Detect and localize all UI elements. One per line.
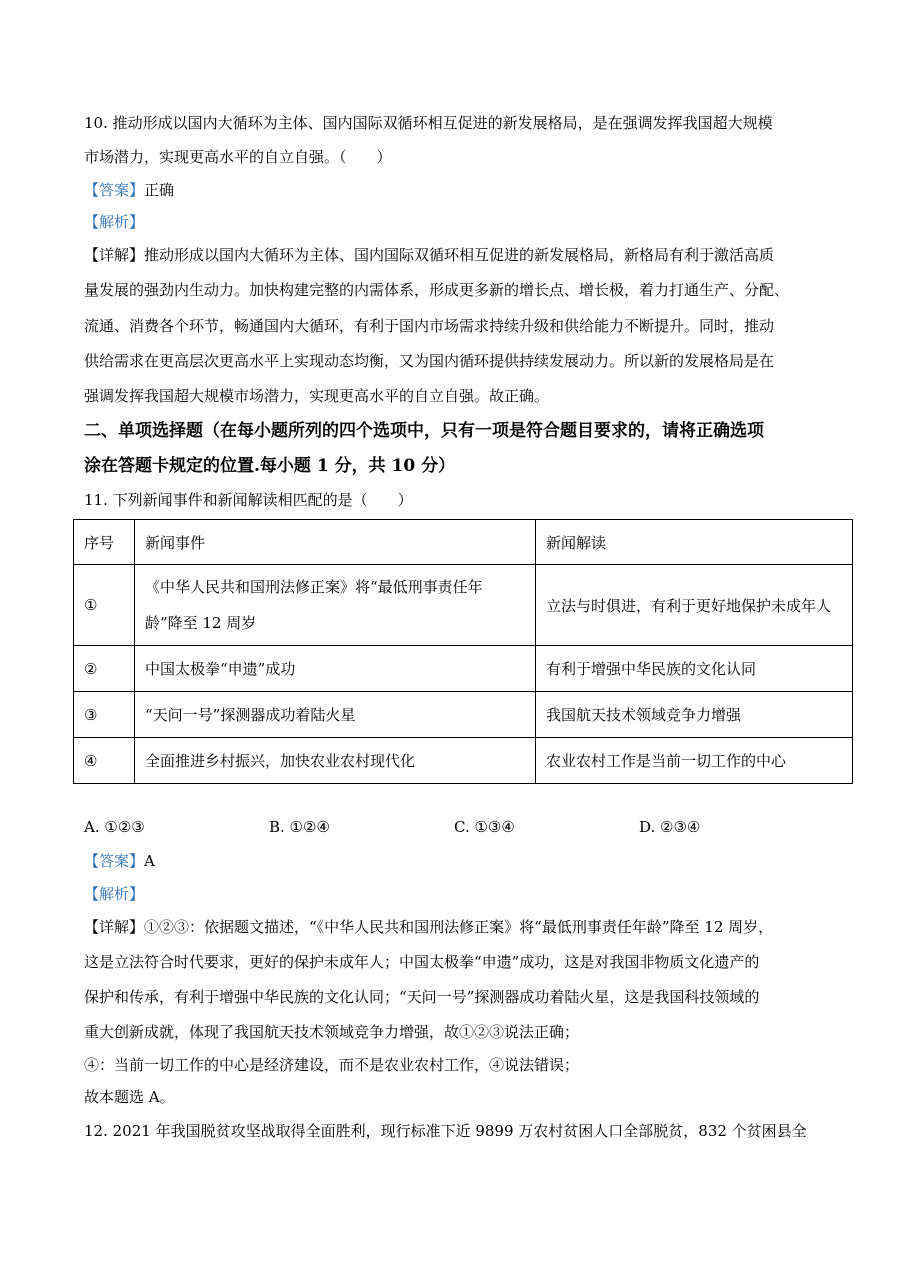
row-event-line-1: 《中华人民共和国刑法修正案》将“最低刑事责任年 bbox=[145, 578, 483, 596]
row-reading: 农业农村工作是当前一切工作的中心 bbox=[536, 738, 853, 784]
q10-detail-line-5: 强调发挥我国超大规模市场潜力，实现更高水平的自立自强。故正确。 bbox=[84, 387, 550, 405]
row-event: “天问一号”探测器成功着陆火星 bbox=[135, 692, 536, 738]
answer-tag: 【答案】 bbox=[84, 181, 145, 199]
answer-value: 正确 bbox=[144, 181, 175, 199]
q11-detail-line-5: ④：当前一切工作的中心是经济建设，而不是农业农村工作，④说法错误； bbox=[84, 1056, 580, 1074]
table-header-row bbox=[74, 520, 853, 565]
q11-detail-line-4: 重大创新成就，体现了我国航天技术领域竞争力增强，故①②③说法正确； bbox=[84, 1023, 580, 1041]
header-number: 序号 bbox=[74, 520, 135, 565]
q12-stem-line-1: 12. 2021 年我国脱贫攻坚战取得全面胜利，现行标准下近 9899 万农村贫困人口全部脱贫，832 个贫困县全 bbox=[84, 1122, 807, 1140]
option-c: C. ①③④ bbox=[454, 818, 515, 836]
q10-detail-line-3: 流通、消费各个环节，畅通国内大循环，有利于国内市场需求持续升级和供给能力不断提升。同时，推动 bbox=[84, 317, 775, 335]
q11-options bbox=[84, 818, 844, 840]
row-event: 中国太极拳“申遗”成功 bbox=[135, 646, 536, 692]
section-heading-line-1: 二、单项选择题（在每小题所列的四个选项中，只有一项是符合题目要求的，请将正确选项 bbox=[84, 421, 764, 441]
q10-answer bbox=[84, 180, 174, 200]
option-b: B. ①②④ bbox=[269, 818, 330, 836]
table-row bbox=[74, 692, 853, 738]
row-number: ④ bbox=[74, 738, 135, 784]
q10-detail-line-1: 【详解】推动形成以国内大循环为主体、国内国际双循环相互促进的新发展格局，新格局有利于激活高质 bbox=[84, 246, 775, 264]
option-a: A. ①②③ bbox=[84, 818, 145, 836]
row-event bbox=[135, 565, 536, 646]
q10-stem-line-2: 市场潜力，实现更高水平的自立自强。（ ） bbox=[84, 148, 392, 166]
option-d: D. ②③④ bbox=[639, 818, 701, 836]
q10-stem-line-1: 10. 推动形成以国内大循环为主体、国内国际双循环相互促进的新发展格局，是在强调发挥我国超大规模 bbox=[84, 114, 773, 132]
row-event: 全面推进乡村振兴，加快农业农村现代化 bbox=[135, 738, 536, 784]
section-heading-line-2: 涂在答题卡规定的位置.每小题 1 分，共 10 分） bbox=[84, 456, 456, 476]
answer-value: A bbox=[144, 852, 155, 870]
row-reading: 立法与时俱进，有利于更好地保护未成年人 bbox=[536, 565, 853, 646]
row-number: ① bbox=[74, 565, 135, 646]
header-reading: 新闻解读 bbox=[536, 520, 853, 565]
q11-detail-line-3: 保护和传承，有利于增强中华民族的文化认同；“天问一号”探测器成功着陆火星，这是我国科技领域的 bbox=[84, 988, 760, 1006]
q11-detail-line-1: 【详解】①②③：依据题文描述，“《中华人民共和国刑法修正案》将“最低刑事责任年龄”降至 12 周岁， bbox=[84, 918, 774, 936]
q11-stem: 11. 下列新闻事件和新闻解读相匹配的是（ ） bbox=[84, 491, 413, 509]
q11-answer bbox=[84, 851, 155, 871]
q10-detail-line-2: 量发展的强劲内生动力。加快构建完整的内需体系，形成更多新的增长点、增长极，着力打通生产、分配、 bbox=[84, 281, 790, 299]
row-reading: 有利于增强中华民族的文化认同 bbox=[536, 646, 853, 692]
q10-detail-line-4: 供给需求在更高层次更高水平上实现动态均衡，又为国内循环提供持续发展动力。所以新的发展格局是在 bbox=[84, 352, 775, 370]
q11-detail-line-6: 故本题选 A。 bbox=[84, 1088, 175, 1106]
answer-tag: 【答案】 bbox=[84, 852, 145, 870]
table-row bbox=[74, 565, 853, 646]
row-number: ② bbox=[74, 646, 135, 692]
row-reading: 我国航天技术领域竞争力增强 bbox=[536, 692, 853, 738]
table-row bbox=[74, 646, 853, 692]
q10-analysis-tag: 【解析】 bbox=[84, 213, 145, 231]
header-event: 新闻事件 bbox=[135, 520, 536, 565]
table-row bbox=[74, 738, 853, 784]
news-table bbox=[73, 519, 853, 784]
row-event-line-2: 龄”降至 12 周岁 bbox=[145, 614, 257, 632]
row-number: ③ bbox=[74, 692, 135, 738]
q11-analysis-tag: 【解析】 bbox=[84, 885, 145, 903]
q11-detail-line-2: 这是立法符合时代要求，更好的保护未成年人；中国太极拳“申遗”成功，这是对我国非物质文化遗产的 bbox=[84, 953, 760, 971]
